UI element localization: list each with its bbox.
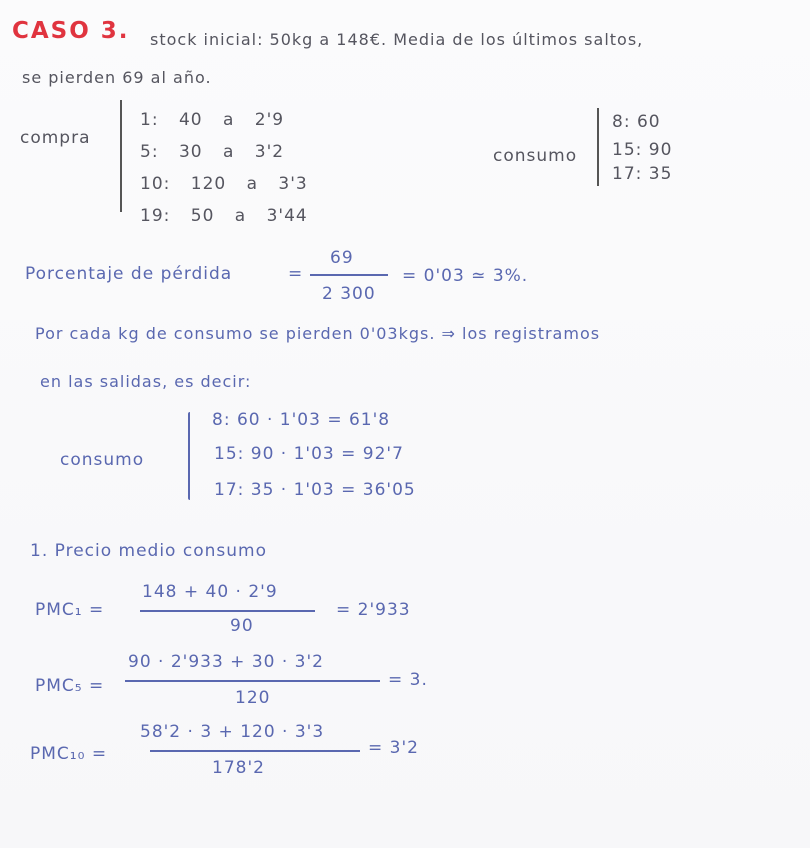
pmc-1-result: = 2'933 <box>336 600 411 620</box>
compra-row-2: 5: 30 a 3'2 <box>140 142 285 162</box>
consumo-adj-row-1: 8: 60 · 1'03 = 61'8 <box>212 410 391 430</box>
consumo-top-label: consumo <box>493 146 578 166</box>
porcentaje-equals: = <box>288 264 304 284</box>
case-title: CASO 3. <box>12 18 130 44</box>
pmc-1-label: PMC₁ = <box>35 600 105 620</box>
pmc-10-result: = 3'2 <box>368 738 419 758</box>
pmc-5-numerator: 90 · 2'933 + 30 · 3'2 <box>128 652 324 672</box>
consumo-top-row-3: 17: 35 <box>612 164 673 184</box>
consumo-top-row-1: 8: 60 <box>612 112 661 132</box>
pmc-10-fraction-bar <box>150 750 360 752</box>
section-1-title: 1. Precio medio consumo <box>30 541 267 561</box>
pmc-5-result: = 3. <box>388 670 428 690</box>
pmc-5-label: PMC₅ = <box>35 676 105 696</box>
consumo-adj-label: consumo <box>60 450 145 470</box>
pmc-1-denominator: 90 <box>230 616 254 636</box>
consumo-adj-row-2: 15: 90 · 1'03 = 92'7 <box>214 444 404 464</box>
porcentaje-numerator: 69 <box>330 248 354 268</box>
header-line-2: se pierden 69 al año. <box>22 68 212 87</box>
consumo-top-brace <box>597 108 599 186</box>
pmc-1-fraction-bar <box>140 610 315 612</box>
compra-row-1: 1: 40 a 2'9 <box>140 110 285 130</box>
porcentaje-result: = 0'03 ≃ 3%. <box>402 266 529 286</box>
porcentaje-label: Porcentaje de pérdida <box>25 264 233 284</box>
consumo-top-row-2: 15: 90 <box>612 140 673 160</box>
compra-brace <box>120 100 122 212</box>
explanation-line-2: en las salidas, es decir: <box>40 372 252 391</box>
pmc-5-fraction-bar <box>125 680 380 682</box>
porcentaje-fraction-bar <box>310 274 388 276</box>
compra-label: compra <box>20 128 91 148</box>
pmc-10-label: PMC₁₀ = <box>30 744 108 764</box>
compra-row-3: 10: 120 a 3'3 <box>140 174 308 194</box>
header-line-1: stock inicial: 50kg a 148€. Media de los últimos saltos, <box>150 30 644 49</box>
pmc-10-numerator: 58'2 · 3 + 120 · 3'3 <box>140 722 325 742</box>
pmc-10-denominator: 178'2 <box>212 758 265 778</box>
pmc-5-denominator: 120 <box>235 688 271 708</box>
consumo-adj-brace <box>188 412 190 500</box>
compra-row-4: 19: 50 a 3'44 <box>140 206 308 226</box>
pmc-1-numerator: 148 + 40 · 2'9 <box>142 582 278 602</box>
explanation-line-1: Por cada kg de consumo se pierden 0'03kgs. ⇒ los registramos <box>35 324 601 343</box>
porcentaje-denominator: 2 300 <box>322 284 376 304</box>
consumo-adj-row-3: 17: 35 · 1'03 = 36'05 <box>214 480 416 500</box>
